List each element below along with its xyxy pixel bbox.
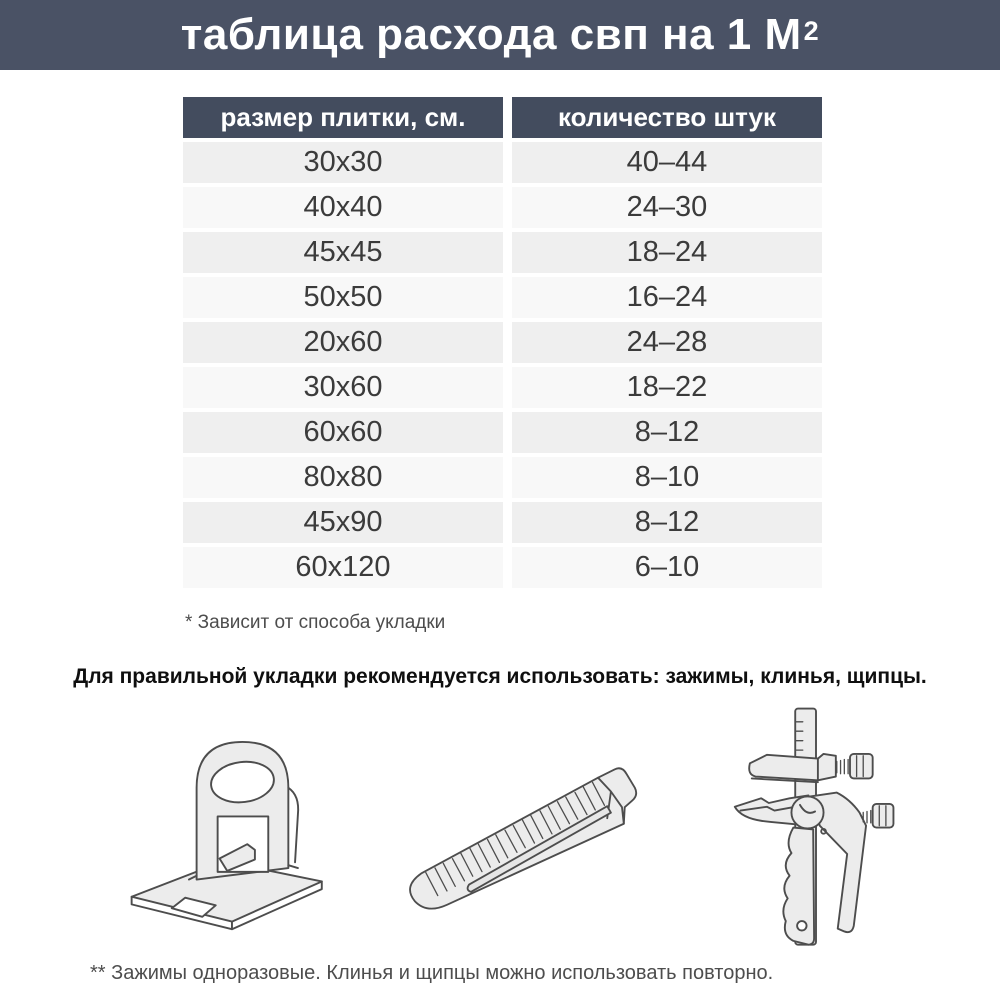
table-row [183,277,822,318]
column-header-quantity: количество штук [512,97,822,138]
table-row [183,367,822,408]
tools-footnote: ** Зажимы одноразовые. Клинья и щипцы можно использовать повторно. [90,962,774,984]
quantity-value: 8–10 [512,457,822,498]
consumption-table [183,97,822,588]
recommendation-text: Для правильной укладки рекомендуется использовать: зажимы, клинья, щипцы. [73,665,927,688]
table-footnote: * Зависит от способа укладки [185,612,446,633]
quantity-value: 18–24 [512,232,822,273]
table-row [183,502,822,543]
table-row [183,187,822,228]
tile-size-value: 30x60 [183,367,503,408]
table-header-row [183,97,822,138]
quantity-value: 6–10 [512,547,822,588]
quantity-value: 24–30 [512,187,822,228]
tile-size-value: 45x90 [183,502,503,543]
wedge-icon [385,739,660,914]
quantity-value: 40–44 [512,142,822,183]
table-row [183,322,822,363]
tile-size-value: 60x120 [183,547,503,588]
tile-size-value: 80x80 [183,457,503,498]
quantity-value: 24–28 [512,322,822,363]
table-row [183,142,822,183]
tile-size-value: 40x40 [183,187,503,228]
page-title [0,0,1000,70]
tile-size-value: 60x60 [183,412,503,453]
tile-size-value: 20x60 [183,322,503,363]
tools-illustrations [0,701,1000,956]
pliers-icon [712,701,920,956]
leveling-clip-icon [108,719,333,934]
column-header-tile-size: размер плитки, см. [183,97,503,138]
quantity-value: 8–12 [512,502,822,543]
page-title-text: таблица расхода свп на 1 М [180,10,802,59]
quantity-value: 8–12 [512,412,822,453]
tile-size-value: 50x50 [183,277,503,318]
page-title-superscript: 2 [803,15,820,46]
tile-size-value: 45x45 [183,232,503,273]
table-row [183,547,822,588]
quantity-value: 16–24 [512,277,822,318]
table-row [183,412,822,453]
tile-size-value: 30x30 [183,142,503,183]
table-row [183,232,822,273]
quantity-value: 18–22 [512,367,822,408]
table-row [183,457,822,498]
